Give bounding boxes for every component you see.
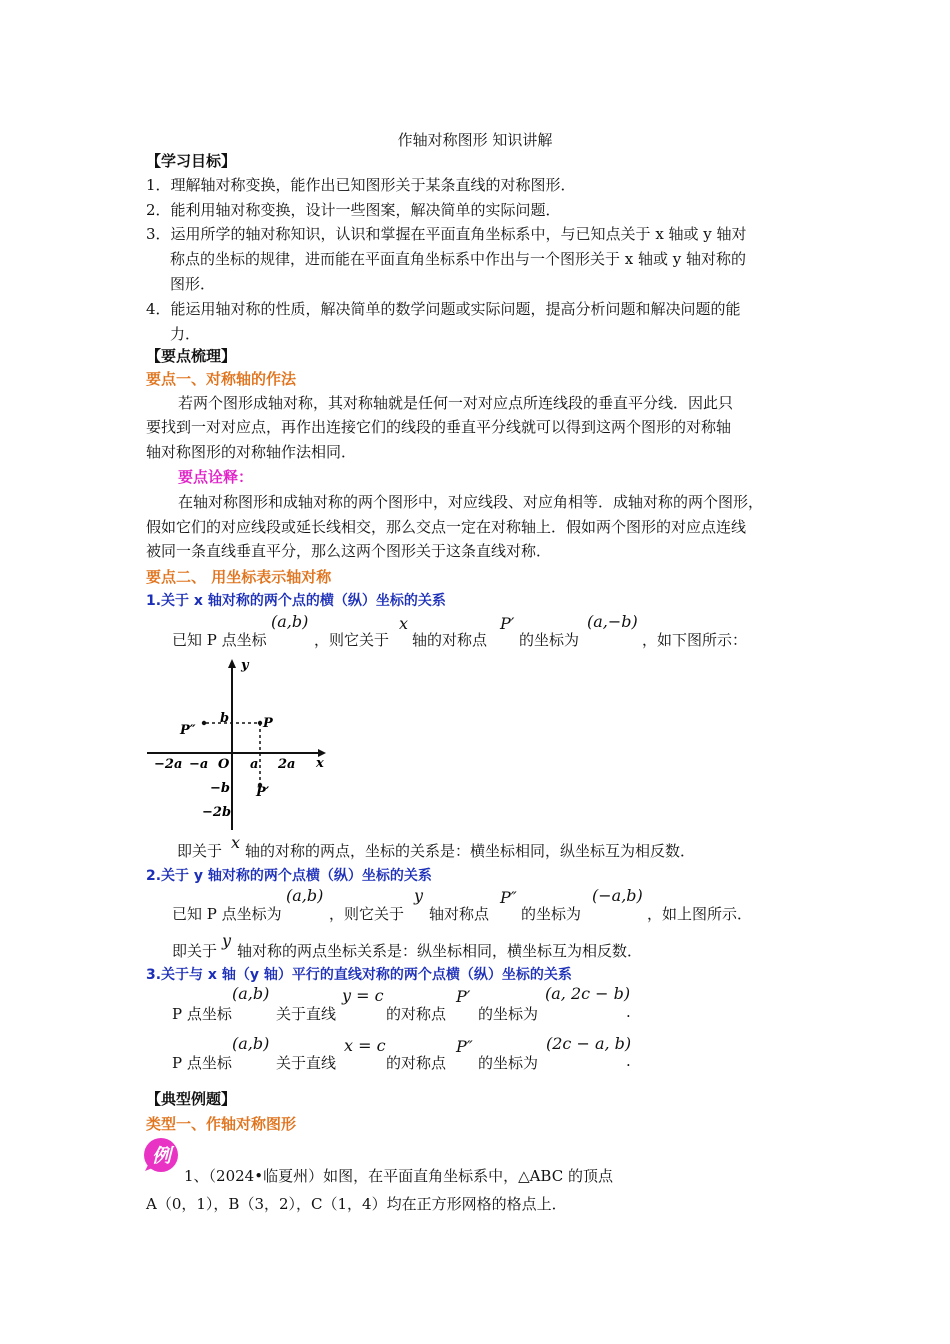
note-heading: 要点诠释： bbox=[178, 468, 254, 486]
sub3-r1-t5: . bbox=[626, 1003, 631, 1021]
sub3-heading: 3.关于与 x 轴（y 轴）平行的直线对称的两个点横（纵）坐标的关系 bbox=[146, 967, 572, 983]
example1-line2: A（0，1），B（3，2），C（1，4）均在正方形网格的格点上． bbox=[146, 1195, 567, 1213]
sub2-m1: (a,b) bbox=[286, 886, 324, 905]
label-m2a: −2a bbox=[154, 757, 183, 772]
note-line3: 被同一条直线垂直平分，那么这两个图形关于这条直线对称． bbox=[146, 542, 552, 560]
sub3-r2-m3: P″ bbox=[456, 1037, 473, 1056]
sub1-t2: ，则它关于 bbox=[314, 631, 390, 649]
examples-heading: 【典型例题】 bbox=[146, 1090, 237, 1108]
sub3-r2-t4: 的坐标为 bbox=[478, 1054, 539, 1072]
label-p: P bbox=[263, 716, 273, 731]
label-ma: −a bbox=[189, 757, 209, 772]
sub3-r1-m4: (a, 2c − b) bbox=[545, 984, 631, 1003]
sub3-r1-m3: P′ bbox=[456, 987, 471, 1006]
label-mb: −b bbox=[210, 781, 230, 796]
sub3-r1-t1: P 点坐标 bbox=[172, 1005, 232, 1023]
sub3-r2-t3: 的对称点 bbox=[386, 1054, 447, 1072]
example1-line1: 1、（2024•临夏州）如图，在平面直角坐标系中，△ABC 的顶点 bbox=[184, 1167, 613, 1185]
goal-3-cont1: 称点的坐标的规律，进而能在平面直角坐标系中作出与一个图形关于 x 轴或 y 轴对称的 bbox=[170, 250, 747, 268]
sub3-r1-t3: 的对称点 bbox=[386, 1005, 447, 1023]
label-pdd: P″ bbox=[180, 723, 196, 738]
sub3-r2-t1: P 点坐标 bbox=[172, 1054, 232, 1072]
sub3-r2-t2: 关于直线 bbox=[276, 1054, 337, 1072]
sub1-m2: x bbox=[399, 614, 409, 633]
sub3-r2-t5: . bbox=[626, 1052, 631, 1070]
y-axis-arrow bbox=[228, 659, 236, 668]
sub1-t3: 轴的对称点 bbox=[412, 631, 488, 649]
sub1-t5: ，如下图所示： bbox=[642, 631, 748, 649]
point1-line3: 轴对称图形的对称轴作法相同． bbox=[146, 443, 357, 461]
sub3-r2-m2: x = c bbox=[344, 1036, 386, 1055]
page-title: 作轴对称图形 知识讲解 bbox=[397, 131, 553, 149]
goal-4-cont: 力． bbox=[170, 325, 201, 343]
sub1-c3: 轴的对称的两点，坐标的关系是：横坐标相同，纵坐标互为相反数． bbox=[245, 842, 696, 860]
sub2-heading: 2.关于 y 轴对称的两个点横（纵）坐标的关系 bbox=[146, 868, 432, 884]
sub3-r1-m2: y = c bbox=[342, 986, 384, 1005]
sub2-m3: P″ bbox=[500, 888, 517, 907]
sub2-t3: 轴对称点 bbox=[429, 905, 490, 923]
sub3-r1-t4: 的坐标为 bbox=[478, 1005, 539, 1023]
sub1-t1: 已知 P 点坐标 bbox=[172, 631, 267, 649]
label-m2b: −2b bbox=[202, 805, 232, 820]
sub3-r1-t2: 关于直线 bbox=[276, 1005, 337, 1023]
point1-line1: 若两个图形成轴对称，其对称轴就是任何一对对应点所连线段的垂直平分线．因此只 bbox=[178, 394, 734, 412]
sub1-heading: 1.关于 x 轴对称的两个点的横（纵）坐标的关系 bbox=[146, 593, 446, 609]
label-a: a bbox=[250, 757, 259, 772]
goal-3: 3．运用所学的轴对称知识，认识和掌握在平面直角坐标系中，与已知点关于 x 轴或 y 轴对 bbox=[146, 225, 747, 243]
sub1-c2: x bbox=[231, 833, 241, 852]
sub1-c1: 即关于 bbox=[177, 842, 223, 860]
label-b: b bbox=[220, 711, 230, 726]
point-p bbox=[258, 721, 262, 725]
goal-2: 2．能利用轴对称变换，设计一些图案，解决简单的实际问题． bbox=[146, 201, 561, 219]
sub1-m1: (a,b) bbox=[271, 612, 309, 631]
sub2-t5: ，如上图所示． bbox=[647, 905, 753, 923]
label-pd: P′ bbox=[256, 785, 270, 800]
sub2-t2: ，则它关于 bbox=[329, 905, 405, 923]
point1-heading: 要点一、对称轴的作法 bbox=[146, 370, 297, 388]
coordinate-figure bbox=[144, 655, 334, 835]
goal-4: 4．能运用轴对称的性质，解决简单的数学问题或实际问题，提高分析问题和解决问题的能 bbox=[146, 300, 741, 318]
note-line2: 假如它们的对应线段或延长线相交，那么交点一定在对称轴上．假如两个图形的对应点连线 bbox=[146, 518, 747, 536]
label-x: x bbox=[316, 756, 324, 771]
label-y: y bbox=[241, 658, 249, 673]
label-2a: 2a bbox=[278, 757, 296, 772]
learning-goals-heading: 【学习目标】 bbox=[146, 152, 237, 170]
sub2-t1: 已知 P 点坐标为 bbox=[172, 905, 282, 923]
sub2-m4: (−a,b) bbox=[592, 886, 643, 905]
label-o: O bbox=[218, 757, 230, 772]
sub3-r2-m4: (2c − a, b) bbox=[546, 1034, 632, 1053]
sub3-r1-m1: (a,b) bbox=[232, 984, 270, 1003]
sub2-m2: y bbox=[414, 886, 424, 905]
example-badge-icon bbox=[143, 1137, 179, 1173]
point2-heading: 要点二、 用坐标表示轴对称 bbox=[146, 568, 332, 586]
point1-line2: 要找到一对对应点，再作出连接它们的线段的垂直平分线就可以得到这两个图形的对称轴 bbox=[146, 418, 732, 436]
note-line1: 在轴对称图形和成轴对称的两个图形中，对应线段、对应角相等．成轴对称的两个图形， bbox=[178, 493, 764, 511]
goal-3-cont2: 图形． bbox=[170, 275, 216, 293]
key-points-heading: 【要点梳理】 bbox=[146, 347, 237, 365]
sub2-c3: 轴对称的两点坐标关系是：纵坐标相同，横坐标互为相反数． bbox=[237, 942, 643, 960]
sub2-c2: y bbox=[222, 931, 232, 950]
sub2-t4: 的坐标为 bbox=[521, 905, 582, 923]
sub1-m3: P′ bbox=[500, 614, 515, 633]
sub2-c1: 即关于 bbox=[172, 942, 218, 960]
point-pdd bbox=[202, 721, 206, 725]
type1-heading: 类型一、作轴对称图形 bbox=[146, 1115, 297, 1133]
sub1-m4: (a,−b) bbox=[587, 612, 638, 631]
badge-text: 例 bbox=[152, 1145, 172, 1167]
goal-1: 1．理解轴对称变换，能作出已知图形关于某条直线的对称图形． bbox=[146, 176, 576, 194]
sub3-r2-m1: (a,b) bbox=[232, 1034, 270, 1053]
sub1-t4: 的坐标为 bbox=[519, 631, 580, 649]
